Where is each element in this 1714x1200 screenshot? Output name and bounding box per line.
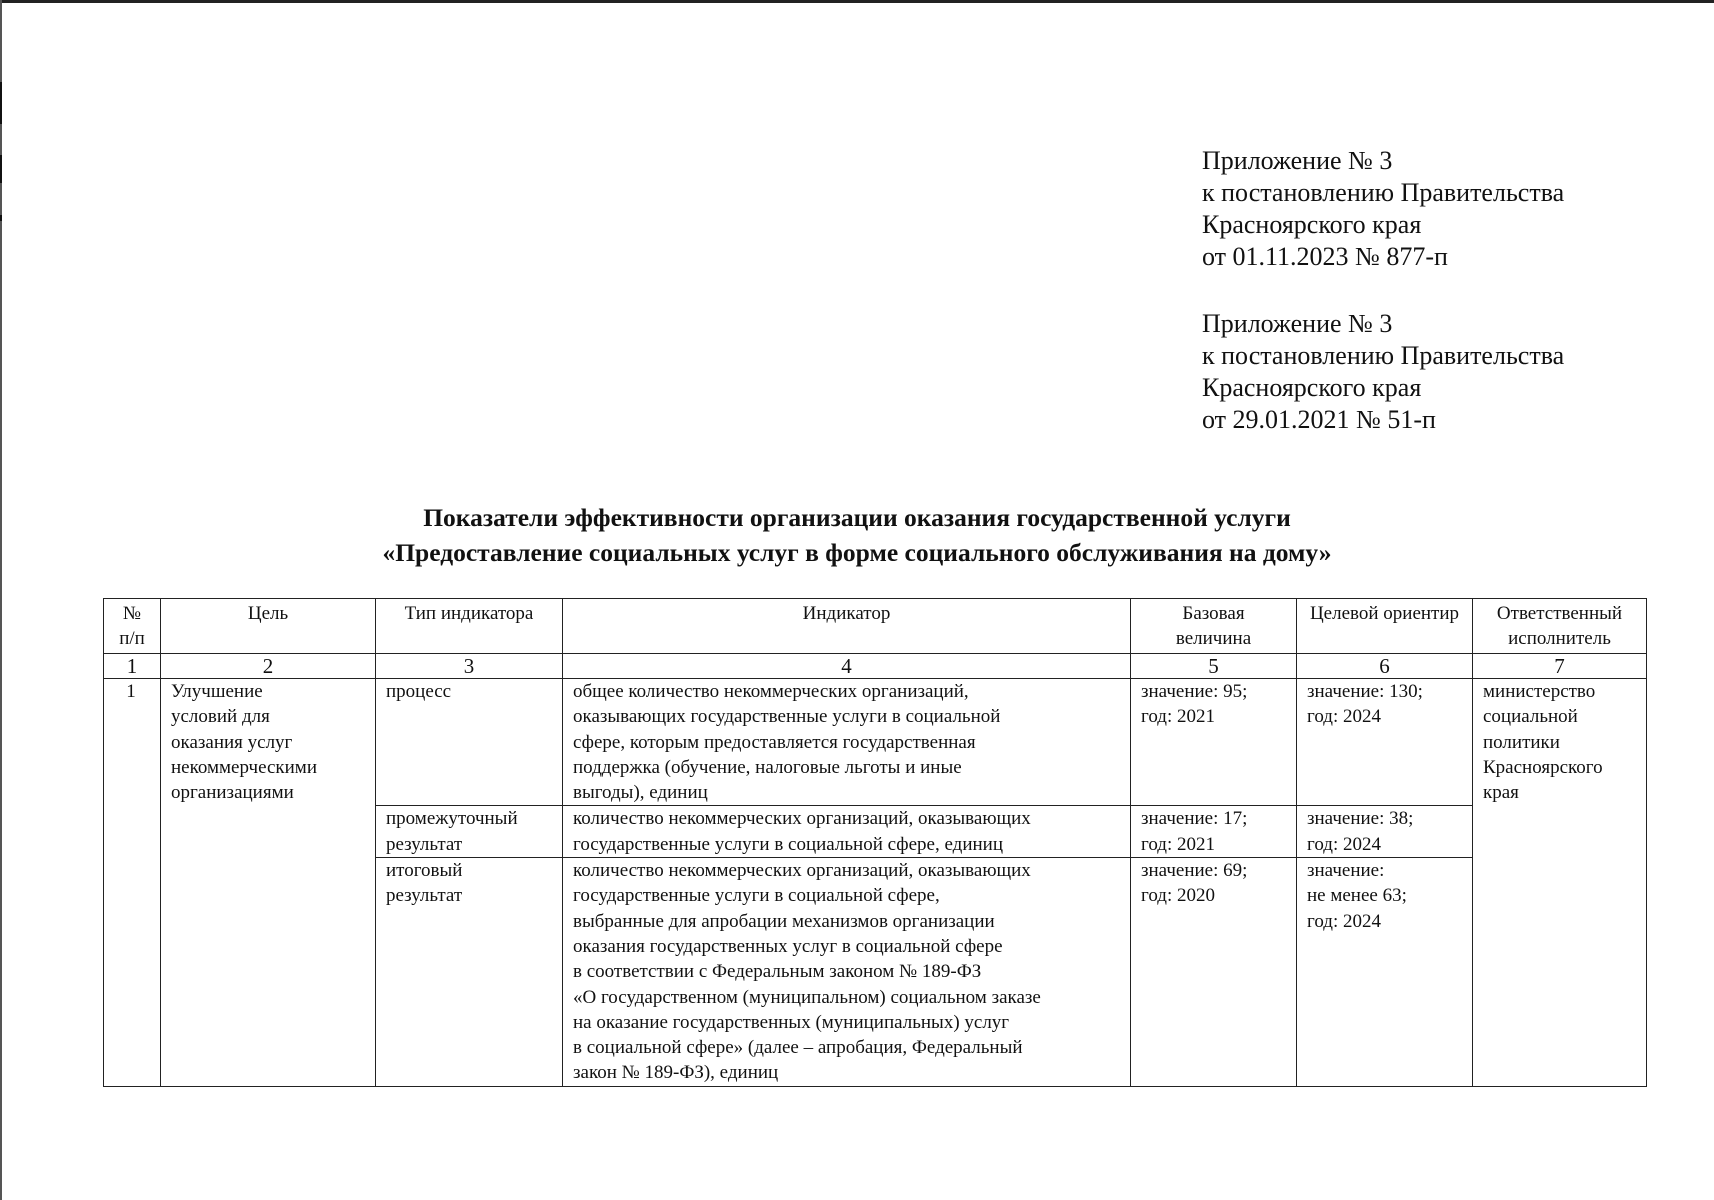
- indicators-table: [103, 598, 1647, 1087]
- indicator-text: количество некоммерческих организаций, оказывающих: [573, 860, 1031, 882]
- appendix-line: Приложение № 3: [1202, 146, 1393, 175]
- indicator-type-cell: [376, 806, 563, 858]
- appendix-block-current: [1202, 145, 1564, 273]
- header-text: Целевой ориентир: [1309, 603, 1460, 624]
- indicator-type-text: результат: [386, 885, 463, 907]
- goal-cell: [161, 679, 376, 1087]
- appendix-line: от 01.11.2023 № 877-п: [1202, 242, 1448, 271]
- indicator-text: в социальной сфере» (далее – апробация, Федеральный: [573, 1037, 1023, 1059]
- header-text: Индикатор: [802, 603, 891, 624]
- target-text: значение:: [1307, 860, 1385, 882]
- indicator-type-text: результат: [386, 833, 463, 855]
- target-text: значение: 130;: [1307, 681, 1423, 702]
- base-value-text: значение: 17;: [1141, 808, 1248, 830]
- page-top-border: [0, 0, 1714, 3]
- scan-mark: [0, 82, 2, 124]
- appendix-line: Красноярского края: [1202, 210, 1422, 239]
- indicator-type-text: итоговый: [386, 860, 463, 882]
- base-value-cell: [1131, 858, 1297, 1087]
- header-cell-indicator-type: [376, 599, 563, 654]
- target-text: год: 2024: [1307, 910, 1381, 932]
- header-cell-base-value: [1131, 599, 1297, 654]
- scan-mark: [0, 215, 2, 221]
- column-number-row: [104, 654, 1647, 679]
- header-text: п/п: [119, 628, 145, 649]
- header-text: Базовая: [1182, 603, 1245, 624]
- indicator-text: «О государственном (муниципальном) социальном заказе: [573, 986, 1041, 1008]
- indicator-text: на оказание государственных (муниципальных) услуг: [573, 1011, 1010, 1033]
- responsible-text: края: [1483, 782, 1519, 804]
- header-cell-indicator: [563, 599, 1131, 654]
- header-text: Ответственный: [1496, 603, 1623, 624]
- target-text: год: 2024: [1307, 833, 1381, 855]
- column-number: 3: [376, 654, 563, 679]
- responsible-text: Красноярского: [1483, 756, 1603, 778]
- indicator-text: поддержка (обучение, налоговые льготы и иные: [573, 756, 962, 778]
- column-number: 6: [1297, 654, 1473, 679]
- header-text: величина: [1175, 628, 1252, 649]
- base-value-text: год: 2021: [1141, 833, 1215, 855]
- appendix-line: к постановлению Правительства: [1202, 178, 1565, 207]
- indicator-cell: [563, 858, 1131, 1087]
- appendix-line: Приложение № 3: [1202, 309, 1393, 338]
- indicator-text: общее количество некоммерческих организаций,: [573, 681, 969, 702]
- column-number: 4: [563, 654, 1131, 679]
- target-text: значение: 38;: [1307, 808, 1414, 830]
- column-number: 2: [161, 654, 376, 679]
- header-row: [104, 599, 1647, 654]
- indicator-text: закон № 189-ФЗ), единиц: [573, 1062, 779, 1084]
- target-text: не менее 63;: [1307, 885, 1407, 907]
- responsible-text: министерство: [1483, 681, 1596, 702]
- goal-text: некоммерческими: [171, 756, 317, 778]
- base-value-text: год: 2021: [1141, 706, 1215, 728]
- header-text: Цель: [247, 603, 289, 624]
- header-text: Тип индикатора: [404, 603, 534, 624]
- indicator-cell: [563, 679, 1131, 806]
- indicator-text: выбранные для апробации механизмов организации: [573, 910, 995, 932]
- base-value-text: год: 2020: [1141, 885, 1215, 907]
- target-cell: [1297, 806, 1473, 858]
- column-number: 1: [104, 654, 161, 679]
- row-number: 1: [126, 681, 136, 702]
- document-title: [0, 500, 1714, 570]
- target-text: год: 2024: [1307, 706, 1381, 728]
- target-cell: [1297, 679, 1473, 806]
- goal-text: организациями: [171, 782, 294, 804]
- header-cell-number: [104, 599, 161, 654]
- column-number: 7: [1473, 654, 1647, 679]
- indicator-text: государственные услуги в социальной сфере,: [573, 885, 940, 907]
- scan-mark: [0, 155, 2, 183]
- indicator-type-cell: [376, 858, 563, 1087]
- appendix-line: к постановлению Правительства: [1202, 341, 1565, 370]
- header-cell-goal: [161, 599, 376, 654]
- goal-text: оказания услуг: [171, 731, 293, 753]
- indicator-text: оказывающих государственные услуги в социальной: [573, 706, 1001, 728]
- indicator-text: выгоды), единиц: [573, 782, 708, 804]
- base-value-cell: [1131, 806, 1297, 858]
- base-value-text: значение: 95;: [1141, 681, 1248, 702]
- indicator-cell: [563, 806, 1131, 858]
- goal-text: условий для: [171, 706, 270, 728]
- responsible-text: социальной: [1483, 706, 1578, 728]
- indicator-type-text: промежуточный: [386, 808, 518, 830]
- appendix-line: от 29.01.2021 № 51-п: [1202, 405, 1436, 434]
- goal-text: Улучшение: [171, 681, 263, 702]
- title-line-1: Показатели эффективности организации оказания государственной услуги: [423, 503, 1291, 532]
- appendix-block-original: [1202, 308, 1564, 436]
- indicator-text: в соответствии с Федеральным законом № 189-ФЗ: [573, 961, 982, 983]
- row-number-cell: [104, 679, 161, 1087]
- indicator-text: государственные услуги в социальной сфере, единиц: [573, 833, 1004, 855]
- header-cell-target: [1297, 599, 1473, 654]
- appendix-line: Красноярского края: [1202, 373, 1422, 402]
- column-number: 5: [1131, 654, 1297, 679]
- table-row: [104, 679, 1647, 806]
- header-text: исполнитель: [1508, 628, 1611, 649]
- base-value-text: значение: 69;: [1141, 860, 1248, 882]
- base-value-cell: [1131, 679, 1297, 806]
- responsible-text: политики: [1483, 731, 1560, 753]
- responsible-cell: [1473, 679, 1647, 1087]
- indicator-text: оказания государственных услуг в социальной сфере: [573, 935, 1003, 957]
- header-cell-responsible: [1473, 599, 1647, 654]
- indicator-text: сфере, которым предоставляется государственная: [573, 731, 976, 753]
- title-line-2: «Предоставление социальных услуг в форме социального обслуживания на дому»: [382, 538, 1332, 567]
- indicator-type-text: процесс: [386, 681, 452, 702]
- indicator-type-cell: [376, 679, 563, 806]
- header-text: №: [122, 603, 142, 624]
- indicator-text: количество некоммерческих организаций, оказывающих: [573, 808, 1031, 830]
- target-cell: [1297, 858, 1473, 1087]
